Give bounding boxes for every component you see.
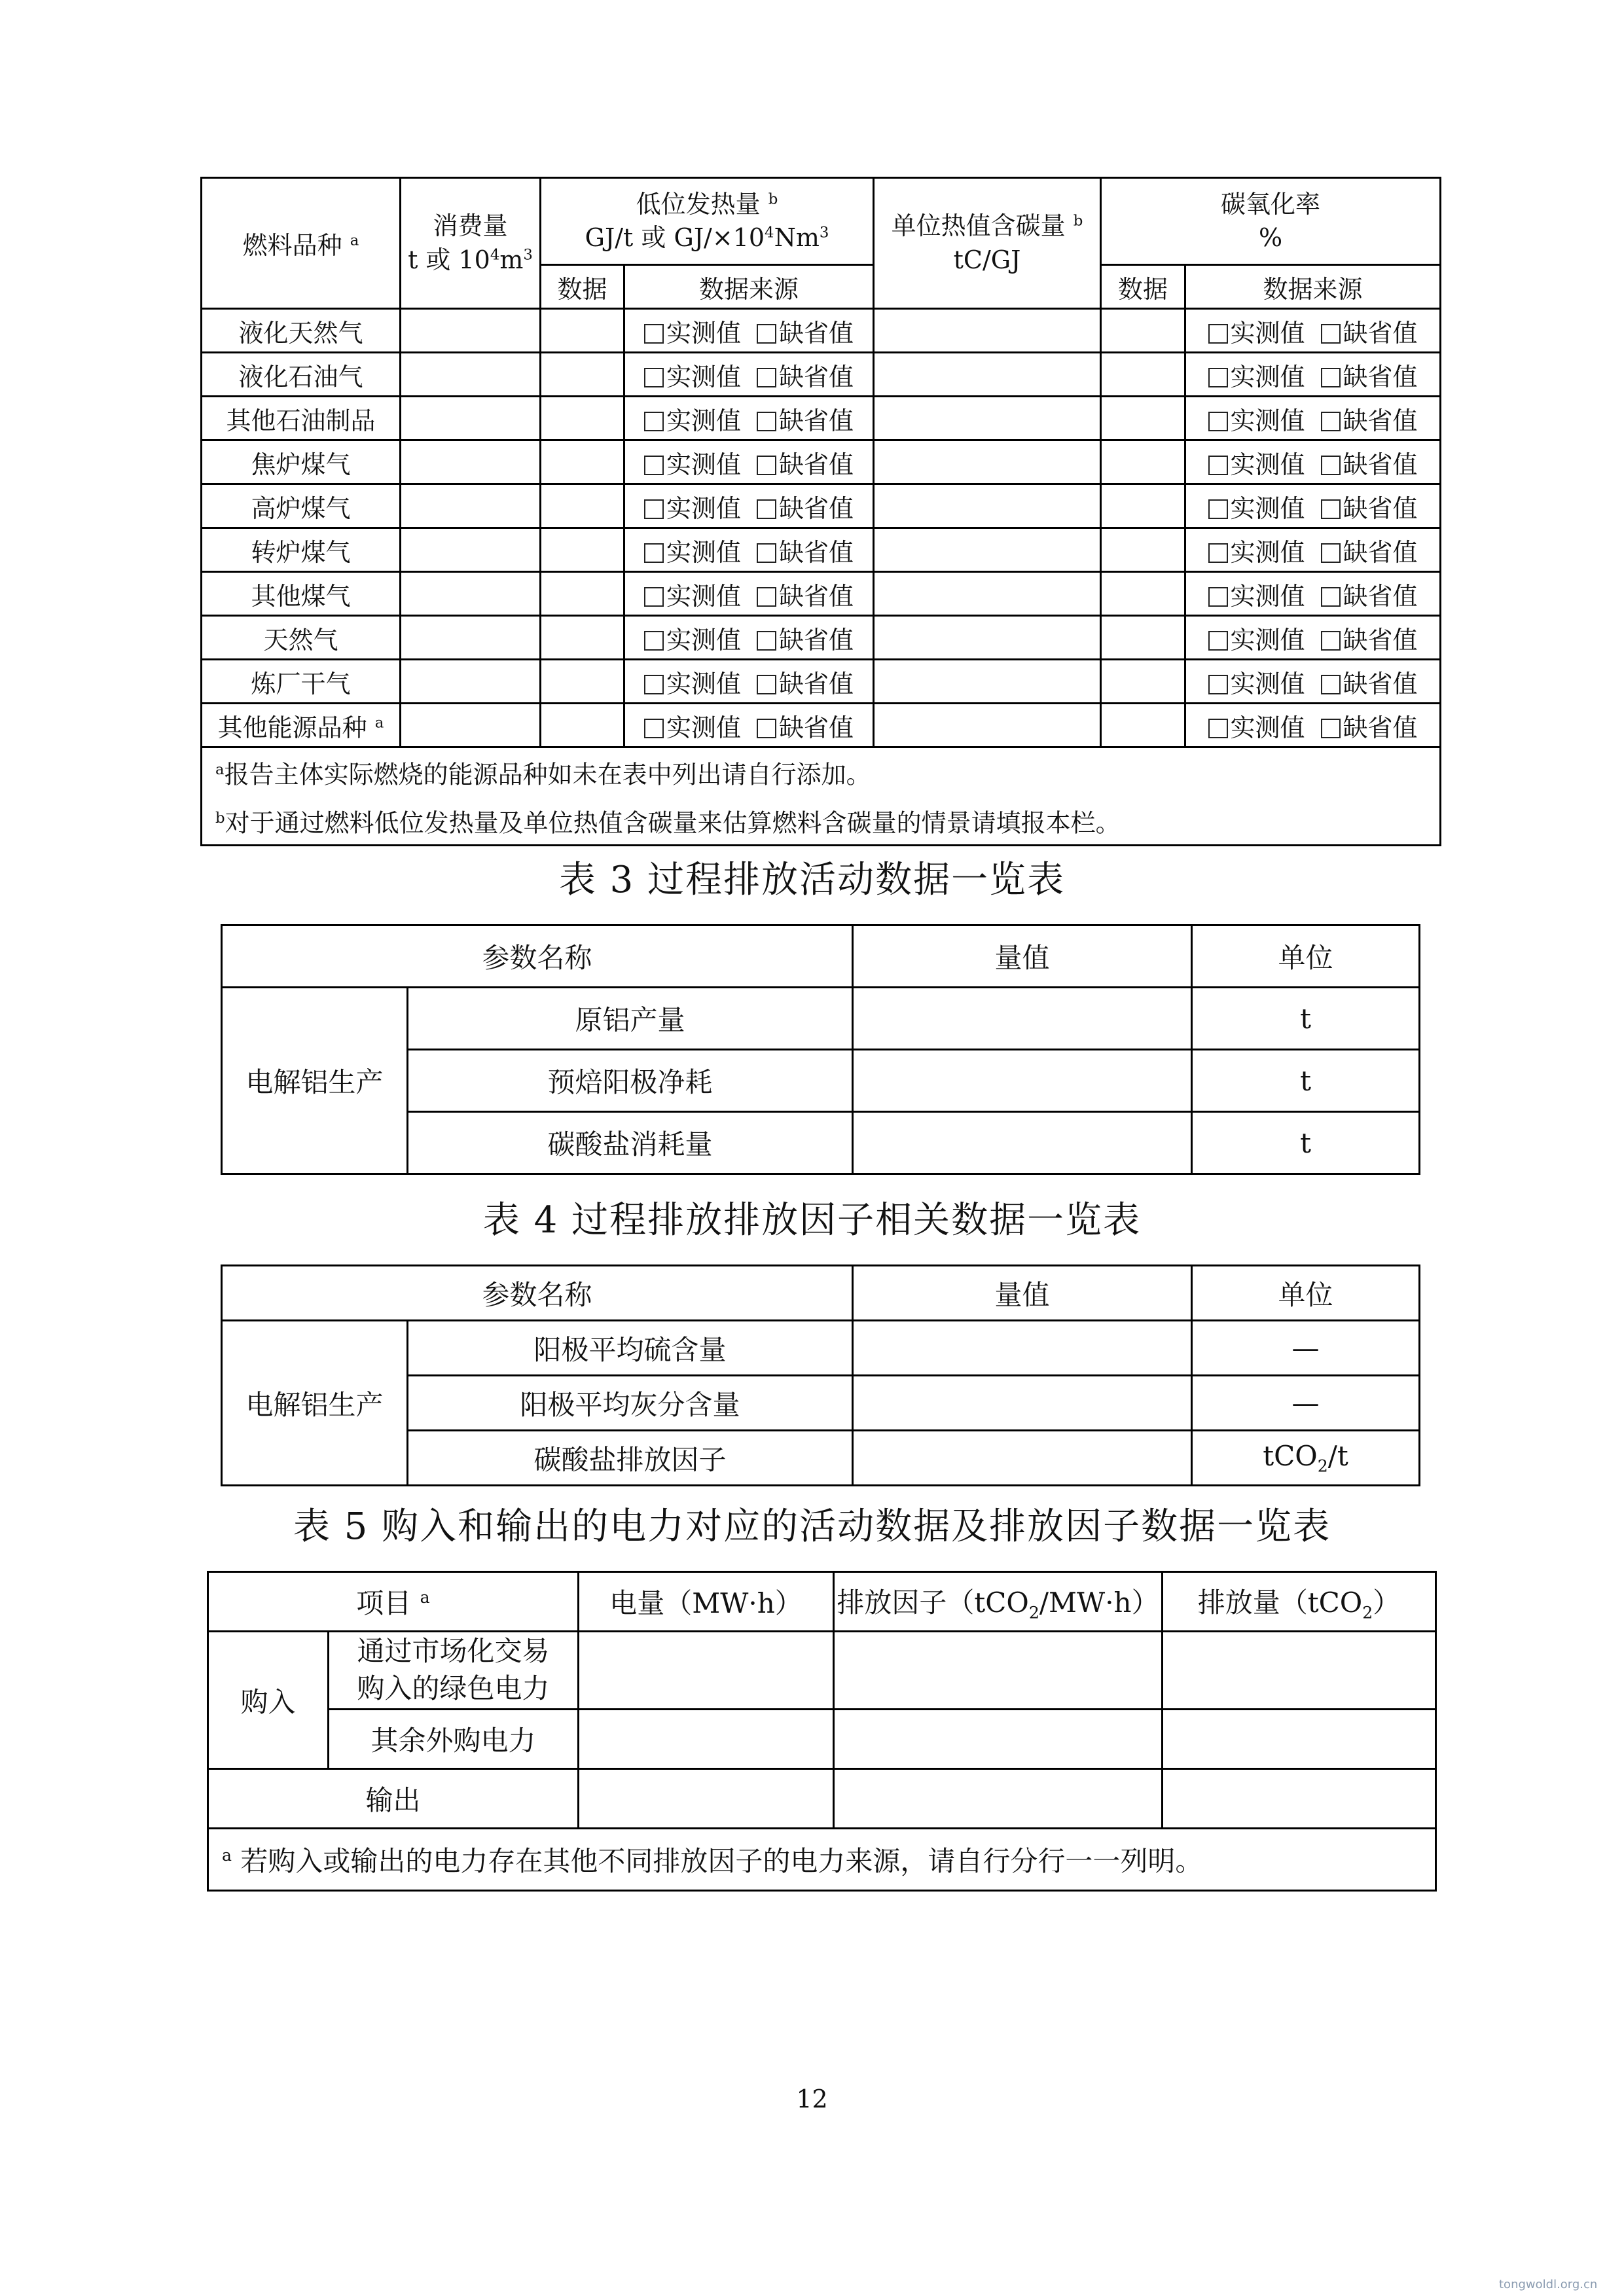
electricity-cell[interactable] — [579, 1632, 834, 1710]
table-row — [202, 572, 1441, 616]
checkbox-icon[interactable] — [644, 456, 664, 475]
measured-option[interactable]: 实测值 — [644, 664, 741, 700]
checkbox-icon[interactable] — [1208, 456, 1228, 475]
checkbox-icon[interactable] — [1321, 368, 1341, 387]
page-number: 12 — [796, 2085, 828, 2113]
emission-factor-cell[interactable] — [834, 1632, 1163, 1710]
consumption-cell[interactable] — [401, 484, 541, 528]
emission-cell[interactable] — [1163, 1632, 1436, 1710]
checkbox-icon[interactable] — [1208, 719, 1228, 738]
consumption-cell[interactable] — [401, 397, 541, 440]
green-power-label: 通过市场化交易 购入的绿色电力 — [329, 1632, 579, 1710]
table3-caption: 表 3 过程排放活动数据一览表 — [558, 859, 1066, 901]
checkbox-icon[interactable] — [1208, 543, 1228, 563]
default-option[interactable]: 缺省值 — [757, 444, 854, 480]
emission-factor-cell[interactable] — [834, 1710, 1163, 1769]
checkbox-icon[interactable] — [644, 675, 664, 694]
oxidation-source-cell — [1185, 440, 1441, 484]
default-option[interactable]: 缺省值 — [1321, 357, 1418, 393]
checkbox-icon[interactable] — [757, 675, 776, 694]
carbon-content-cell[interactable] — [874, 616, 1101, 660]
consumption-cell[interactable] — [401, 572, 541, 616]
header-unit: 单位 — [1192, 1266, 1420, 1321]
fuel-name: 转炉煤气 — [202, 528, 401, 572]
default-option[interactable]: 缺省值 — [757, 532, 854, 568]
checkbox-icon[interactable] — [1321, 324, 1341, 344]
fuel-name: 高炉煤气 — [202, 484, 401, 528]
measured-option[interactable]: 实测值 — [1208, 313, 1305, 349]
checkbox-icon[interactable] — [757, 412, 776, 431]
checkbox-icon[interactable] — [644, 368, 664, 387]
measured-option[interactable]: 实测值 — [644, 357, 741, 393]
fuel-name: 其他煤气 — [202, 572, 401, 616]
ncv-data-cell[interactable] — [541, 704, 624, 747]
table-row — [202, 528, 1441, 572]
table-row — [202, 353, 1441, 397]
footnotes — [202, 747, 1441, 846]
oxidation-source-cell — [1185, 484, 1441, 528]
footnote-a: $^a$报告主体实际燃烧的能源品种如未在表中列出请自行添加。 — [215, 760, 871, 789]
oxidation-data-cell[interactable] — [1101, 397, 1185, 440]
oxidation-source-cell — [1185, 397, 1441, 440]
param-name: 碳酸盐排放因子 — [408, 1431, 853, 1486]
fuel-name: 焦炉煤气 — [202, 440, 401, 484]
emission-factor-cell[interactable] — [834, 1769, 1163, 1829]
checkbox-icon[interactable] — [644, 719, 664, 738]
consumption-cell[interactable] — [401, 704, 541, 747]
oxidation-data-cell[interactable] — [1101, 484, 1185, 528]
ncv-source-cell — [624, 484, 874, 528]
other-purchase-label: 其余外购电力 — [329, 1710, 579, 1769]
oxidation-source-cell — [1185, 660, 1441, 704]
unit-cell: t — [1192, 1112, 1420, 1174]
oxidation-data-cell[interactable] — [1101, 616, 1185, 660]
default-option[interactable]: 缺省值 — [757, 620, 854, 656]
checkbox-icon[interactable] — [757, 587, 776, 607]
checkbox-icon[interactable] — [1208, 324, 1228, 344]
ncv-source-cell — [624, 528, 874, 572]
default-option[interactable]: 缺省值 — [757, 488, 854, 524]
measured-option[interactable]: 实测值 — [1208, 576, 1305, 612]
default-option[interactable]: 缺省值 — [1321, 401, 1418, 437]
carbon-content-cell[interactable] — [874, 660, 1101, 704]
ncv-source-cell — [624, 704, 874, 747]
ncv-source-cell — [624, 353, 874, 397]
electricity-cell[interactable] — [579, 1710, 834, 1769]
ncv-source-cell — [624, 397, 874, 440]
header-oxidation-data: 数据 — [1101, 265, 1185, 309]
measured-option[interactable]: 实测值 — [644, 444, 741, 480]
unit-cell: — — [1192, 1321, 1420, 1376]
table-row — [202, 704, 1441, 747]
header-value: 量值 — [853, 925, 1192, 988]
table5-caption: 表 5 购入和输出的电力对应的活动数据及排放因子数据一览表 — [293, 1505, 1331, 1548]
header-fuel-type: 燃料品种 $^a$ — [202, 178, 401, 309]
carbon-content-cell[interactable] — [874, 309, 1101, 353]
measured-option[interactable]: 实测值 — [644, 313, 741, 349]
table-row — [202, 440, 1441, 484]
oxidation-source-cell — [1185, 616, 1441, 660]
checkbox-icon[interactable] — [1321, 675, 1341, 694]
fuel-name: 其他能源品种 $^a$ — [202, 704, 401, 747]
value-cell[interactable] — [853, 988, 1192, 1050]
header-unit: 单位 — [1192, 925, 1420, 988]
header-ncv-source: 数据来源 — [624, 265, 874, 309]
value-cell[interactable] — [853, 1112, 1192, 1174]
fuel-name: 其他石油制品 — [202, 397, 401, 440]
measured-option[interactable]: 实测值 — [644, 708, 741, 744]
checkbox-icon[interactable] — [644, 412, 664, 431]
header-param: 参数名称 — [222, 1266, 853, 1321]
unit-cell: tCO$_2$/t — [1192, 1431, 1420, 1486]
process-emission-factor-table — [221, 1265, 1420, 1486]
emission-cell[interactable] — [1163, 1769, 1436, 1829]
param-name: 阳极平均硫含量 — [408, 1321, 853, 1376]
value-cell[interactable] — [853, 1050, 1192, 1112]
header-emission: 排放量（tCO$_2$） — [1163, 1572, 1436, 1632]
oxidation-source-cell — [1185, 704, 1441, 747]
oxidation-source-cell — [1185, 528, 1441, 572]
measured-option[interactable]: 实测值 — [1208, 401, 1305, 437]
checkbox-icon[interactable] — [1321, 456, 1341, 475]
oxidation-data-cell[interactable] — [1101, 440, 1185, 484]
default-option[interactable]: 缺省值 — [1321, 488, 1418, 524]
ncv-data-cell[interactable] — [541, 572, 624, 616]
value-cell[interactable] — [853, 1431, 1192, 1486]
fuel-name: 炼厂干气 — [202, 660, 401, 704]
measured-option[interactable]: 实测值 — [1208, 532, 1305, 568]
carbon-content-cell[interactable] — [874, 353, 1101, 397]
header-param: 参数名称 — [222, 925, 853, 988]
header-oxidation-rate: 碳氧化率 % — [1101, 178, 1441, 265]
default-option[interactable]: 缺省值 — [1321, 708, 1418, 744]
fuel-data-table — [200, 177, 1441, 846]
oxidation-source-cell — [1185, 309, 1441, 353]
output-label: 输出 — [208, 1769, 579, 1829]
carbon-content-cell[interactable] — [874, 484, 1101, 528]
footnote: $^a$ 若购入或输出的电力存在其他不同排放因子的电力来源，请自行分行一一列明。 — [208, 1829, 1436, 1891]
checkbox-icon[interactable] — [1321, 499, 1341, 519]
checkbox-icon[interactable] — [757, 324, 776, 344]
checkbox-icon[interactable] — [644, 499, 664, 519]
header-item: 项目 $^a$ — [208, 1572, 579, 1632]
checkbox-icon[interactable] — [757, 631, 776, 651]
measured-option[interactable]: 实测值 — [1208, 620, 1305, 656]
measured-option[interactable]: 实测值 — [644, 620, 741, 656]
checkbox-icon[interactable] — [1208, 675, 1228, 694]
param-name: 原铝产量 — [408, 988, 853, 1050]
emission-cell[interactable] — [1163, 1710, 1436, 1769]
carbon-content-cell[interactable] — [874, 528, 1101, 572]
ncv-data-cell[interactable] — [541, 440, 624, 484]
value-cell[interactable] — [853, 1376, 1192, 1431]
ncv-data-cell[interactable] — [541, 309, 624, 353]
checkbox-icon[interactable] — [1321, 587, 1341, 607]
table4-caption: 表 4 过程排放排放因子相关数据一览表 — [482, 1199, 1142, 1242]
measured-option[interactable]: 实测值 — [1208, 664, 1305, 700]
checkbox-icon[interactable] — [1321, 719, 1341, 738]
checkbox-icon[interactable] — [644, 324, 664, 344]
measured-option[interactable]: 实测值 — [644, 576, 741, 612]
measured-option[interactable]: 实测值 — [1208, 708, 1305, 744]
oxidation-data-cell[interactable] — [1101, 660, 1185, 704]
consumption-cell[interactable] — [401, 353, 541, 397]
carbon-content-cell[interactable] — [874, 440, 1101, 484]
ncv-data-cell[interactable] — [541, 528, 624, 572]
ncv-source-cell — [624, 309, 874, 353]
checkbox-icon[interactable] — [1208, 368, 1228, 387]
table-row — [202, 660, 1441, 704]
measured-option[interactable]: 实测值 — [1208, 444, 1305, 480]
purchase-group-label: 购入 — [208, 1632, 329, 1769]
unit-cell: t — [1192, 988, 1420, 1050]
measured-option[interactable]: 实测值 — [1208, 357, 1305, 393]
ncv-source-cell — [624, 440, 874, 484]
default-option[interactable]: 缺省值 — [757, 313, 854, 349]
header-consumption: 消费量 t 或 $10^4m^3$ — [401, 178, 541, 309]
consumption-cell[interactable] — [401, 309, 541, 353]
measured-option[interactable]: 实测值 — [1208, 488, 1305, 524]
param-name: 预焙阳极净耗 — [408, 1050, 853, 1112]
group-label: 电解铝生产 — [222, 988, 408, 1174]
watermark: tongwoldl.org.cn — [1499, 2278, 1598, 2291]
default-option[interactable]: 缺省值 — [757, 708, 854, 744]
fuel-name: 液化石油气 — [202, 353, 401, 397]
oxidation-data-cell[interactable] — [1101, 528, 1185, 572]
checkbox-icon[interactable] — [757, 499, 776, 519]
default-option[interactable]: 缺省值 — [1321, 444, 1418, 480]
measured-option[interactable]: 实测值 — [644, 401, 741, 437]
ncv-source-cell — [624, 572, 874, 616]
default-option[interactable]: 缺省值 — [757, 664, 854, 700]
default-option[interactable]: 缺省值 — [1321, 313, 1418, 349]
ncv-data-cell[interactable] — [541, 616, 624, 660]
ncv-data-cell[interactable] — [541, 353, 624, 397]
ncv-data-cell[interactable] — [541, 397, 624, 440]
footnote-b: $^b$对于通过燃料低位发热量及单位热值含碳量来估算燃料含碳量的情景请填报本栏。 — [215, 808, 1121, 838]
carbon-content-cell[interactable] — [874, 704, 1101, 747]
header-electricity: 电量（MW·h） — [579, 1572, 834, 1632]
unit-cell: t — [1192, 1050, 1420, 1112]
value-cell[interactable] — [853, 1321, 1192, 1376]
consumption-cell[interactable] — [401, 440, 541, 484]
header-emission-factor: 排放因子（tCO$_2$/MW·h） — [834, 1572, 1163, 1632]
checkbox-icon[interactable] — [757, 543, 776, 563]
checkbox-icon[interactable] — [644, 631, 664, 651]
table-row — [202, 397, 1441, 440]
group-label: 电解铝生产 — [222, 1321, 408, 1486]
table-row — [202, 309, 1441, 353]
process-activity-table — [221, 924, 1420, 1175]
ncv-data-cell[interactable] — [541, 660, 624, 704]
carbon-content-cell[interactable] — [874, 397, 1101, 440]
default-option[interactable]: 缺省值 — [757, 401, 854, 437]
measured-option[interactable]: 实测值 — [644, 532, 741, 568]
ncv-source-cell — [624, 660, 874, 704]
ncv-source-cell — [624, 616, 874, 660]
param-name: 碳酸盐消耗量 — [408, 1112, 853, 1174]
oxidation-data-cell[interactable] — [1101, 572, 1185, 616]
default-option[interactable]: 缺省值 — [1321, 576, 1418, 612]
consumption-cell[interactable] — [401, 616, 541, 660]
param-name: 阳极平均灰分含量 — [408, 1376, 853, 1431]
header-oxidation-source: 数据来源 — [1185, 265, 1441, 309]
table-row — [202, 616, 1441, 660]
checkbox-icon[interactable] — [644, 543, 664, 563]
default-option[interactable]: 缺省值 — [1321, 664, 1418, 700]
default-option[interactable]: 缺省值 — [757, 576, 854, 612]
electricity-table — [207, 1571, 1437, 1892]
unit-cell: — — [1192, 1376, 1420, 1431]
checkbox-icon[interactable] — [1208, 499, 1228, 519]
oxidation-data-cell[interactable] — [1101, 309, 1185, 353]
checkbox-icon[interactable] — [757, 719, 776, 738]
oxidation-source-cell — [1185, 353, 1441, 397]
checkbox-icon[interactable] — [1208, 631, 1228, 651]
measured-option[interactable]: 实测值 — [644, 488, 741, 524]
header-carbon-content: 单位热值含碳量 $^b$ tC/GJ — [874, 178, 1101, 309]
checkbox-icon[interactable] — [1321, 543, 1341, 563]
header-value: 量值 — [853, 1266, 1192, 1321]
checkbox-icon[interactable] — [757, 368, 776, 387]
checkbox-icon[interactable] — [1208, 587, 1228, 607]
consumption-cell[interactable] — [401, 528, 541, 572]
oxidation-data-cell[interactable] — [1101, 704, 1185, 747]
oxidation-source-cell — [1185, 572, 1441, 616]
consumption-cell[interactable] — [401, 660, 541, 704]
checkbox-icon[interactable] — [1321, 631, 1341, 651]
checkbox-icon[interactable] — [1321, 412, 1341, 431]
default-option[interactable]: 缺省值 — [1321, 620, 1418, 656]
oxidation-data-cell[interactable] — [1101, 353, 1185, 397]
fuel-name: 天然气 — [202, 616, 401, 660]
checkbox-icon[interactable] — [1208, 412, 1228, 431]
default-option[interactable]: 缺省值 — [757, 357, 854, 393]
checkbox-icon[interactable] — [644, 587, 664, 607]
electricity-cell[interactable] — [579, 1769, 834, 1829]
ncv-data-cell[interactable] — [541, 484, 624, 528]
header-ncv-data: 数据 — [541, 265, 624, 309]
fuel-name: 液化天然气 — [202, 309, 401, 353]
default-option[interactable]: 缺省值 — [1321, 532, 1418, 568]
table-row — [202, 484, 1441, 528]
checkbox-icon[interactable] — [757, 456, 776, 475]
carbon-content-cell[interactable] — [874, 572, 1101, 616]
header-ncv: 低位发热量 $^b$ GJ/t 或 $GJ/\times 10^4Nm^3$ — [541, 178, 874, 265]
